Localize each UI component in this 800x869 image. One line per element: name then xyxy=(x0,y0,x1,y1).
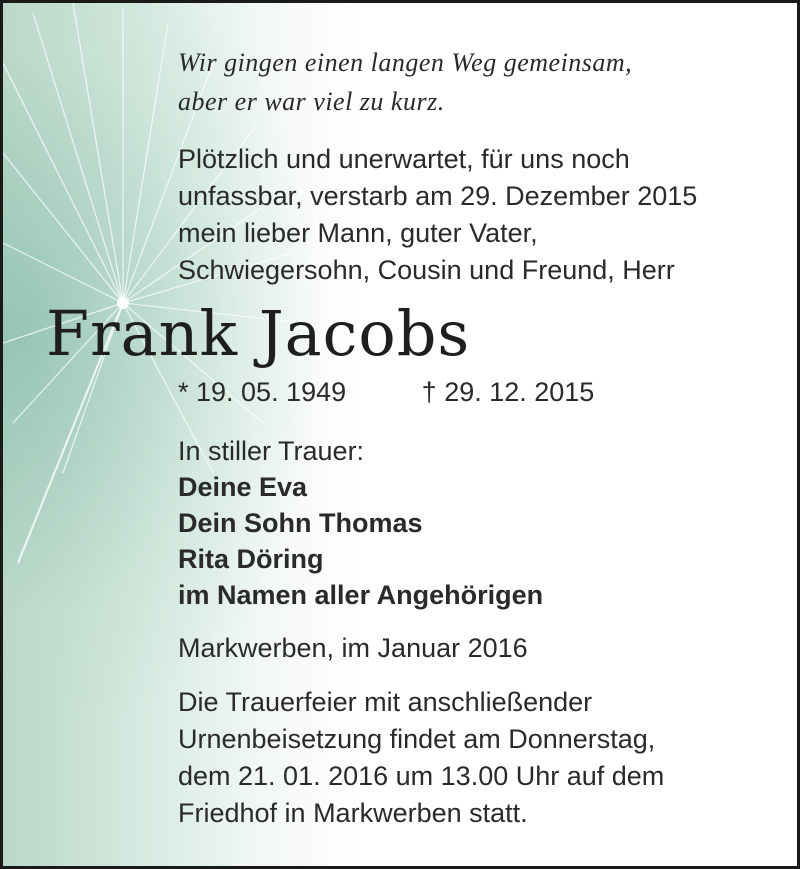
life-dates xyxy=(178,377,594,408)
intro-line: unfassbar, verstarb am 29. Dezember 2015 xyxy=(178,181,698,211)
death-date: † 29. 12. 2015 xyxy=(421,377,595,407)
mourner-name: Dein Sohn Thomas xyxy=(178,508,423,538)
birth-date: * 19. 05. 1949 xyxy=(178,377,347,407)
intro-line: Plötzlich und unerwartet, für uns noch xyxy=(178,144,630,174)
mourner-name: im Namen aller Angehörigen xyxy=(178,580,544,610)
intro-line: Schwiegersohn, Cousin und Freund, Herr xyxy=(178,255,675,285)
ceremony-line: dem 21. 01. 2016 um 13.00 Uhr auf dem xyxy=(178,761,665,791)
mourning-label: In stiller Trauer: xyxy=(178,436,365,466)
motto-line: Wir gingen einen langen Weg gemeinsam, xyxy=(178,48,633,77)
place-and-date: Markwerben, im Januar 2016 xyxy=(178,633,528,663)
intro-text xyxy=(178,141,767,289)
ceremony-info xyxy=(178,684,778,832)
mourner-name: Deine Eva xyxy=(178,472,308,502)
intro-line: mein lieber Mann, guter Vater, xyxy=(178,218,538,248)
motto-line: aber er war viel zu kurz. xyxy=(178,87,445,116)
deceased-name: Frank Jacobs xyxy=(46,297,471,370)
ceremony-line: Friedhof in Markwerben statt. xyxy=(178,798,528,828)
ceremony-line: Urnenbeisetzung findet am Donnerstag, xyxy=(178,724,656,754)
intro-section xyxy=(178,43,767,289)
mourners-list xyxy=(178,433,543,613)
motto xyxy=(178,43,767,121)
ceremony-line: Die Trauerfeier mit anschließender xyxy=(178,687,593,717)
mourner-name: Rita Döring xyxy=(178,544,324,574)
